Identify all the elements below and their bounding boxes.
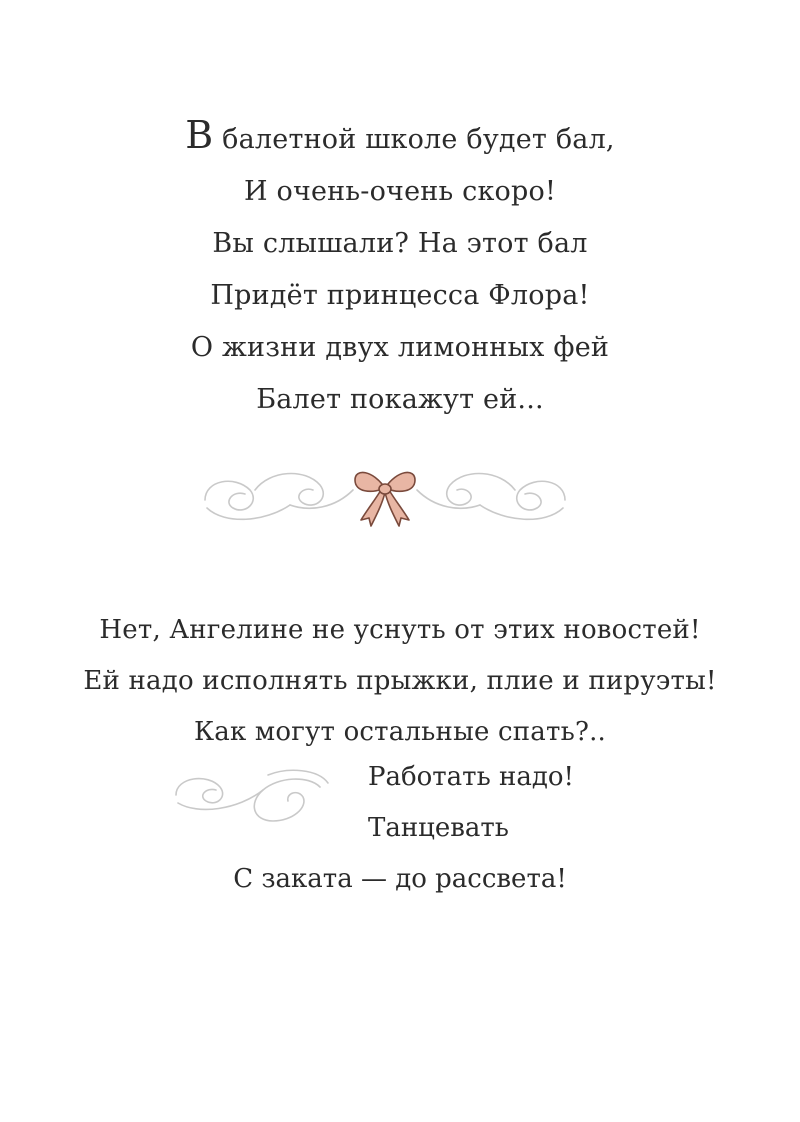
verse-two-line-5: Танцевать bbox=[368, 813, 509, 843]
verse-one-line-2: И очень-очень скоро! bbox=[243, 176, 557, 207]
bow-icon bbox=[355, 472, 415, 526]
verse-one-line-5: О жизни двух лимонных фей bbox=[190, 332, 610, 363]
verse-two-line-6: С заката — до рассвета! bbox=[233, 864, 567, 894]
verse-two bbox=[0, 605, 800, 758]
verse-two-line-4: Работать надо! bbox=[368, 762, 574, 792]
verse-one-line-1 bbox=[0, 114, 800, 166]
verse-two-line-2: Ей надо исполнять прыжки, плие и пируэты! bbox=[83, 666, 717, 696]
verse-two-line-3: Как могут остальные спать?.. bbox=[193, 717, 607, 747]
verse-one-line-3: Вы слышали? На этот бал bbox=[212, 228, 588, 259]
verse-one bbox=[0, 114, 800, 426]
drop-cap: В bbox=[185, 113, 214, 157]
verse-one-line-4: Придёт принцесса Флора! bbox=[210, 280, 590, 311]
verse-two-line-1: Нет, Ангелине не уснуть от этих новостей! bbox=[99, 615, 701, 645]
verse-one-line-1-text: балетной школе будет бал, bbox=[213, 124, 615, 155]
swirl-flourish-icon bbox=[168, 755, 338, 830]
verse-one-line-6: Балет покажут ей... bbox=[256, 384, 544, 415]
flourish-with-bow-icon bbox=[195, 450, 575, 535]
